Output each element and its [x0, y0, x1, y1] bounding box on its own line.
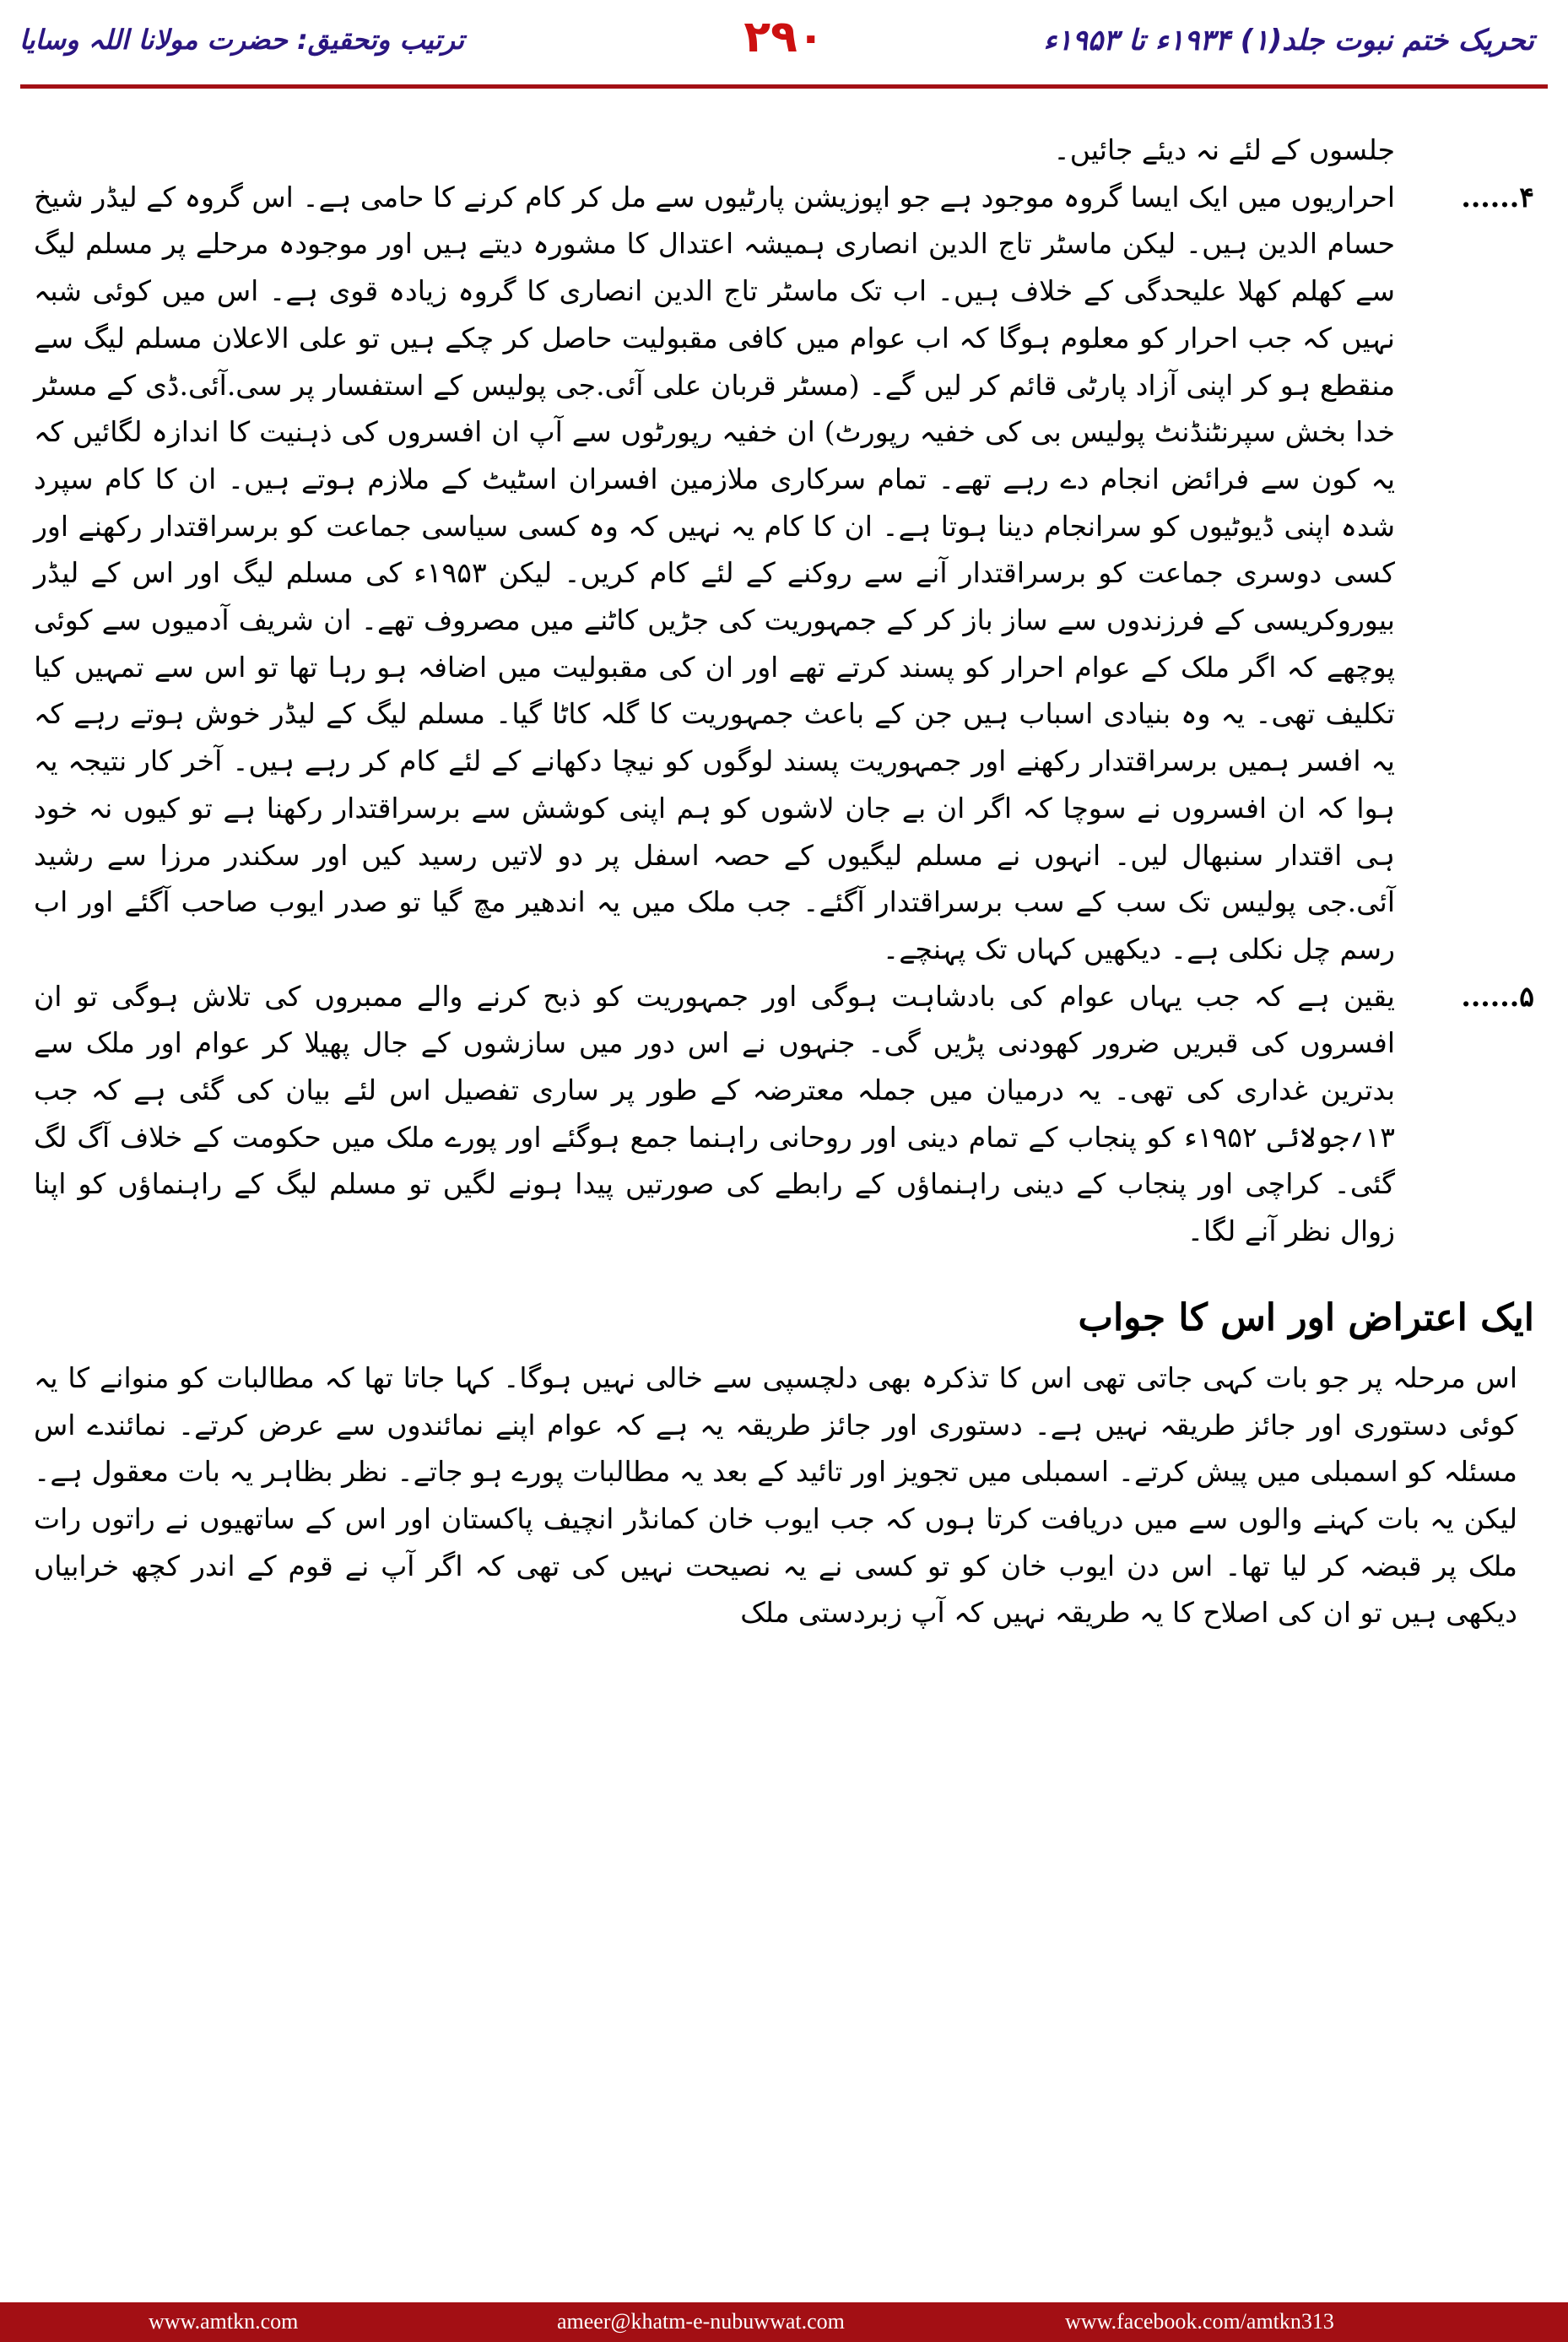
header-divider: [20, 84, 1548, 89]
email-link[interactable]: ameer@khatm-e-nubuwwat.com: [557, 2309, 845, 2334]
book-title: تحریک ختم نبوت جلد(۱) ۱۹۳۴ء تا ۱۹۵۳ء: [1043, 24, 1534, 57]
page-content: [34, 127, 1534, 1636]
item-text: احراریوں میں ایک ایسا گروہ موجود ہے جو اپوزیشن پارٹیوں سے مل کر کام کرنے کا حامی ہے۔ اس گروہ کے لیڈر شیخ حسام الدین ہیں۔ لیکن ماسٹر تاج الدین انصاری ہمیشہ اعتدال کا مشورہ دیتے ہیں اور موجودہ مرحلے پر مسلم لیگ سے کھلم کھلا علیحدگی کے خلاف ہیں۔ اب تک ماسٹر تاج الدین انصاری کا گروہ زیادہ قوی ہے۔ اس میں کوئی شبہ نہیں کہ جب احرار کو معلوم ہوگا کہ اب عوام میں کافی مقبولیت حاصل کر چکے ہیں تو علی الاعلان مسلم لیگ سے منقطع ہو کر اپنی آزاد پارٹی قائم کر لیں گے۔ (مسٹر قربان علی آئی.جی پولیس کے استفسار پر سی.آئی.ڈی کے مسٹر خدا بخش سپرنٹنڈنٹ پولیس بی کی خفیہ رپورٹ) ان خفیہ رپورٹوں سے آپ ان افسروں کی ذہنیت کا اندازہ لگائیں کہ یہ کون سے فرائض انجام دے رہے تھے۔ تمام سرکاری ملازمین افسران اسٹیٹ کے ملازم ہوتے ہیں۔ ان کا کام سپرد شدہ اپنی ڈیوٹیوں کو سرانجام دینا ہوتا ہے۔ ان کا کام یہ نہیں کہ وہ کسی سیاسی جماعت کو برسراقتدار رکھنے اور کسی دوسری جماعت کو برسراقتدار آنے سے روکنے کے لئے کام کریں۔ لیکن ۱۹۵۳ء کی مسلم لیگ اور اس کے لیڈر بیوروکریسی کے فرزندوں سے ساز باز کر کے جمہوریت کی جڑیں کاٹنے میں مصروف تھے۔ ان شریف آدمیوں سے کوئی پوچھے کہ اگر ملک کے عوام احرار کو پسند کرتے تھے اور ان کی مقبولیت میں اضافہ ہو رہا تھا تو اس سے تمہیں کیا تکلیف تھی۔ یہ وہ بنیادی اسباب ہیں جن کے باعث جمہوریت کا گلہ کاٹا گیا۔ مسلم لیگ کے لیڈر خوش ہوتے رہے کہ یہ افسر ہمیں برسراقتدار رکھنے اور جمہوریت پسند لوگوں کو نیچا دکھانے کے لئے کام کر رہے ہیں۔ آخر کار نتیجہ یہ ہوا کہ ان افسروں نے سوچا کہ اگر ان بے جان لاشوں کو ہم اپنی کوشش سے برسراقتدار رکھنا ہے تو کیوں نہ خود ہی اقتدار سنبھال لیں۔ انہوں نے مسلم لیگیوں کے حصہ اسفل پر دو لاتیں رسید کیں اور سکندر مرزا سے رشید آئی.جی پولیس تک سب کے سب برسراقتدار آگئے۔ جب ملک میں یہ اندھیر مچ گیا تو صدر ایوب صاحب آگئے اور اب رسم چل نکلی ہے۔ دیکھیں کہاں تک پہنچے۔: [34, 180, 1395, 965]
website-link[interactable]: www.amtkn.com: [149, 2309, 299, 2334]
item-text: یقین ہے کہ جب یہاں عوام کی بادشاہت ہوگی اور جمہوریت کو ذبح کرنے والے ممبروں کی تلاش ہوگی تو ان افسروں کی قبریں ضرور کھودنی پڑیں گی۔ جنہوں نے اس دور میں سازشوں کے جال پھیلا کر عوام اور ملک سے بدترین غداری کی تھی۔ یہ درمیان میں جملہ معترضہ کے طور پر ساری تفصیل اس لئے بیان کی گئی ہے کہ جب ۱۳؍جولائی ۱۹۵۲ء کو پنجاب کے تمام دینی اور روحانی راہنما جمع ہوگئے اور پورے ملک میں حکومت کے خلاف آگ لگ گئی۔ کراچی اور پنجاب کے دینی راہنماؤں کے رابطے کی صورتیں پیدا ہونے لگیں تو مسلم لیگ کے راہنماؤں کو اپنا زوال نظر آنے لگا۔: [34, 979, 1395, 1248]
page-number: ۲۹۰: [743, 12, 825, 62]
list-item-4: [34, 174, 1534, 973]
compiler-credit: ترتیب وتحقیق: حضرت مولانا اللہ وسایا: [19, 24, 464, 56]
page-header: [0, 0, 1568, 93]
section-heading: ایک اعتراض اور اس کا جواب: [1078, 1295, 1534, 1339]
intro-line: جلسوں کے لئے نہ دیئے جائیں۔: [1053, 133, 1395, 166]
facebook-link[interactable]: www.facebook.com/amtkn313: [1065, 2309, 1334, 2334]
item-number: ۵......: [1461, 979, 1534, 1013]
page-footer: [0, 2302, 1568, 2342]
list-item-5: [34, 973, 1534, 1255]
section-paragraph: اس مرحلہ پر جو بات کہی جاتی تھی اس کا تذکرہ بھی دلچسپی سے خالی نہیں ہوگا۔ کہا جاتا تھا کہ مطالبات کو منوانے کا یہ کوئی دستوری اور جائز طریقہ نہیں ہے۔ دستوری اور جائز طریقہ یہ ہے کہ عوام اپنے نمائندوں سے عرض کرتے۔ نمائندے اس مسئلہ کو اسمبلی میں پیش کرتے۔ اسمبلی میں تجویز اور تائید کے بعد یہ مطالبات پورے ہو جاتے۔ نظر بظاہر یہ بات معقول ہے۔ لیکن یہ بات کہنے والوں سے میں دریافت کرتا ہوں کہ جب ایوب خان کمانڈر انچیف پاکستان اور اس کے ساتھیوں نے راتوں رات ملک پر قبضہ کر لیا تھا۔ اس دن ایوب خان کو تو کسی نے یہ نصیحت نہیں کی تھی کہ اگر آپ نے قوم کے اندر کچھ خرابیاں دیکھی ہیں تو ان کی اصلاح کا یہ طریقہ نہیں کہ آپ زبردستی ملک: [34, 1360, 1517, 1630]
item-number: ۴......: [1461, 180, 1534, 214]
